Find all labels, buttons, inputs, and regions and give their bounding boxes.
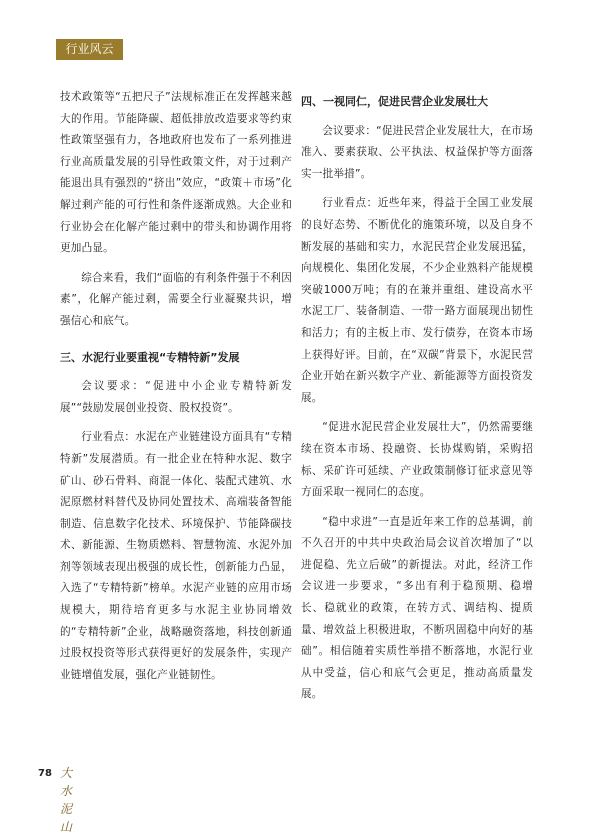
paragraph: 综合来看，我们“面临的有利条件强于不利因素”，化解产能过剩，需要全行业凝聚共识，增强信心和底气。 <box>60 271 292 327</box>
section-heading: 三、水泥行业要重视“专精特新”发展 <box>60 350 240 364</box>
right-column <box>301 87 533 706</box>
paragraph: “稳中求进”一直是近年来工作的总基调，前不久召开的中共中央政治局会议首次增加了“以进促稳、先立后破”的新提法。对此，经济工作会议进一步要求，“多出有利于稳预期、稳增长、稳就业的政策，在转方式、调结构、提质量、增效益上积极进取，不断巩固稳中向好的基础”。相信随着实质性举措不断落地，水泥行业从中受益，信心和底气会更足，推动高质量发展。 <box>301 515 533 701</box>
page-number: 78 <box>38 768 52 779</box>
section-heading: 四、一视同仁，促进民营企业发展壮大 <box>301 95 488 108</box>
section-tag: 行业风云 <box>56 39 123 60</box>
left-column <box>60 87 292 686</box>
paragraph: “促进水泥民营企业发展壮大”，仍然需要继续在资本市场、投融资、长协煤购销，采购招标、采矿许可延续、产业政策制修订征求意见等方面采取一视同仁的态度。 <box>301 421 533 499</box>
paragraph: 会议要求：“促进民营企业发展壮大，在市场准入、要素获取、公平执法、权益保护等方面落实一批举措”。 <box>301 124 533 180</box>
magazine-logo: 大水泥山 <box>60 766 74 834</box>
paragraph: 行业看点：近些年来，得益于全国工业发展的良好态势、不断优化的施策环境，以及自身不断发展的基础和实力，水泥民营企业发展迅猛，向规模化、集团化发展，不少企业熟料产能规模突破1000万吨；有的在兼并重组、建设高水平水泥工厂、装备制造、一带一路方面展现出韧性和活力；有的主板上市、发行债券，在资本市场上获得好评。目前，在“双碳”背景下，水泥民营企业开始在新兴数字产业、新能源等方面投资发展。 <box>301 197 533 404</box>
paragraph: 行业看点：水泥在产业链建设方面具有“专精特新”发展潜质。有一批企业在特种水泥、数字矿山、砂石骨料、商混一体化、装配式建筑、水泥原燃材料替代及协同处置技术、高端装备智能制造、信息数字化技术、环境保护、节能降碳技术、新能源、生物质燃料、智慧物流、水泥外加剂等领域表现出极强的成长性，创新能力凸显，入选了“专精特新”榜单。水泥产业链的应用市场规模大，期待培育更多与水泥主业协同增效的“专精特新”企业，战略融资落地，科技创新通过股权投资等形式获得更好的发展条件，实现产业链增值发展，强化产业链韧性。 <box>60 431 292 681</box>
paragraph: 技术政策等“五把尺子”法规标准正在发挥越来越大的作用。节能降碳、超低排放改造要求等约束性政策坚强有力，各地政府也发布了一系列推进行业高质量发展的引导性政策文件，对于过剩产能退出具有强烈的“挤出”效应，“政策＋市场”化解过剩产能的可行性和条件逐渐成熟。大企业和行业协会在化解产能过剩中的带头和协调作用将更加凸显。 <box>60 91 292 255</box>
paragraph: 会议要求：“促进中小企业专精特新发展”“鼓励发展创业投资、股权投资”。 <box>60 380 292 414</box>
